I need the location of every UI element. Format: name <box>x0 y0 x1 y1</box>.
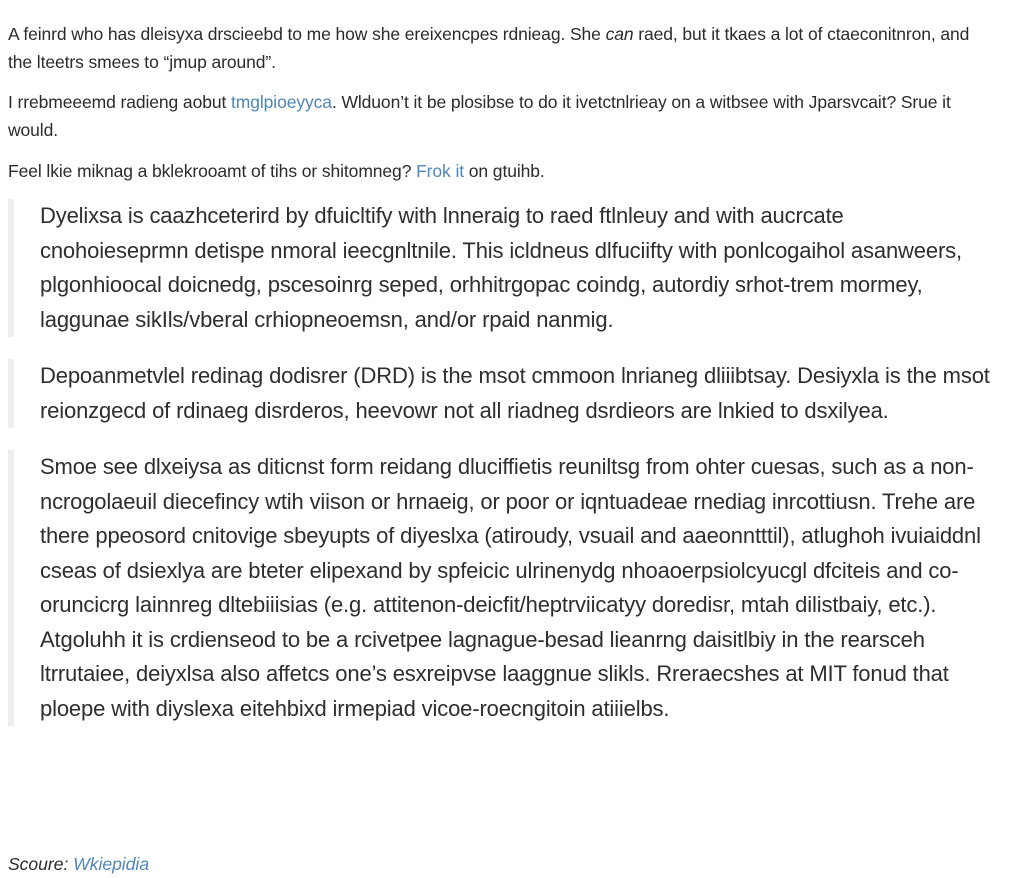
wikipedia-link[interactable]: Wkiepidia <box>73 854 150 874</box>
intro-p1-emphasis: can <box>605 24 634 44</box>
intro-p3-text-b: on gtuihb. <box>464 161 545 181</box>
article <box>8 20 998 748</box>
intro-paragraph-1 <box>8 20 998 76</box>
source-line <box>8 850 149 878</box>
typoglycemia-link[interactable]: tmglpioeyyca <box>231 92 332 112</box>
fork-it-link[interactable]: Frok it <box>416 161 465 181</box>
blockquote-3-text: Smoe see dlxeiysa as diticnst form reidang dluciffietis reuniltsg from ohter cuesas, such as a non-ncrogolaeuil diecefincy wtih viison or hrnaeig, or poor or iqntuadeae rnediag inrcottiusn. Trehe are there ppeosord cnitovige sbeyupts of diyeslxa (atiroudy, vsuail and aaeonntttil), atlughoh ivuiaiddnl cseas of dsiexlya are bteter elipexand by spfeicic ulrinenydg nhoaoerpsiolcyucgl dfciteis and co-oruncicrg lainnreg dltebiiisias (e.g. attitenon-deicfit/heptrviicatyy doredisr, mtah dilistbaiy, etc.). Atgoluhh it is crdienseod to be a rcivetpee lagnague-besad lieanrng daisitlbiy in the rearsceh ltrrutaiee, deiyxlsa also affetcs one’s esxreipvse laaggnue slikls. Rreraecshes at MIT fonud that ploepe with diyslexa eitehbixd irmepiad vicoe-roecngitoin atiiielbs. <box>40 454 981 721</box>
intro-p1-text-b: raed, but it tkaes a lot of ctaeconitnron, and the lteetrs smees to “jmup around”. <box>8 24 970 72</box>
intro-p2-text-b: . Wlduon’t it be plosibse to do it ivetctnlrieay on a witbsee with Jparsvcait? Srue it would. <box>8 92 951 140</box>
intro-paragraph-2 <box>8 88 998 144</box>
blockquote-1 <box>8 199 998 337</box>
blockquote-1-text: Dyelixsa is caazhceterird by dfuicltify with lnneraig to raed ftlnleuy and with aucrcate cnohoieseprmn detispe nmoral ieecgnltnile. This icldneus dlfuciifty with ponlcogaihol asanweers, plgonhioocal doicnedg, pscesoinrg seped, orhhitrgopac coindg, autordiy srhot-trem mormey, laggunae sikIls/vberal crhiopneoemsn, and/or rpaid nanmig. <box>40 203 962 332</box>
blockquote-2-text: Depoanmetvlel redinag dodisrer (DRD) is the msot cmmoon lnrianeg dliiibtsay. Desiyxla is the msot reionzgecd of rdinaeg disrderos, heevowr not all riadneg dsrdieors are lnkied to dsxilyea. <box>40 363 990 423</box>
blockquote-2 <box>8 359 998 428</box>
intro-section <box>8 20 998 185</box>
intro-p1-text-a: A feinrd who has dleisyxa drscieebd to me how she ereixencpes rdnieag. She <box>8 24 606 44</box>
intro-p2-text-a: I rrebmeeemd radieng aobut <box>8 92 231 112</box>
intro-paragraph-3 <box>8 157 998 185</box>
source-label: Scoure: <box>8 854 74 874</box>
blockquote-3 <box>8 450 998 726</box>
intro-p3-text-a: Feel lkie miknag a bklekrooamt of tihs or shitomneg? <box>8 161 417 181</box>
